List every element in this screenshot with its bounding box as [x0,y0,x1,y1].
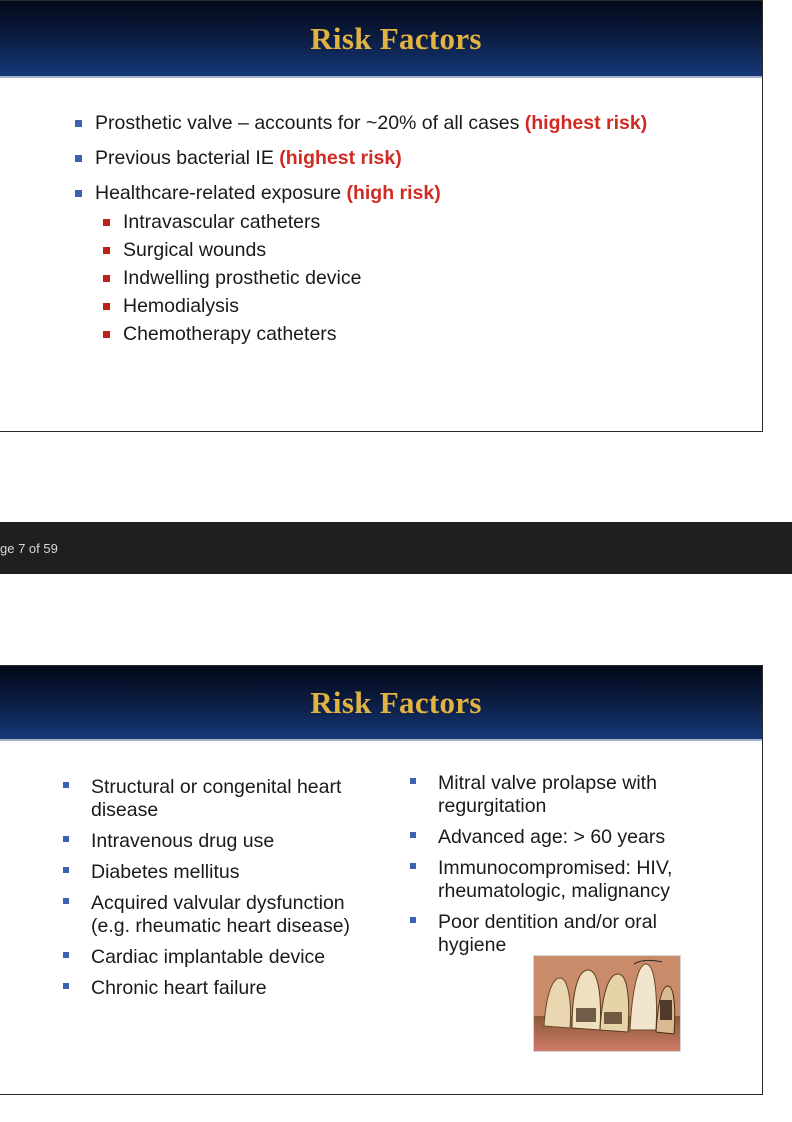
bullet-text: Poor dentition and/or oral hygiene [438,911,657,956]
bullet-item [63,861,383,884]
slide-2-left-bullet-list [63,776,383,1008]
square-bullet-icon [410,863,416,869]
page-indicator: ge 7 of 59 [0,541,58,556]
sub-bullet-text: Indwelling prosthetic device [123,267,362,289]
bullet-item [410,826,710,849]
square-bullet-icon [63,952,69,958]
bullet-text: Prosthetic valve – accounts for ~20% of all cases [95,112,525,134]
bullet-item [75,147,715,170]
sub-bullet-text: Chemotherapy catheters [123,323,337,345]
square-bullet-icon [75,155,82,162]
sub-bullet-item [103,239,715,262]
bullet-item [410,772,710,818]
bullet-text: Immunocompromised: HIV, rheumatologic, malignancy [438,857,673,902]
bullet-text: Structural or congenital heart disease [91,776,342,821]
bullet-item [63,946,383,969]
bullet-text: Advanced age: > 60 years [438,826,666,848]
bullet-text: Intravenous drug use [91,830,275,852]
square-bullet-icon [63,898,69,904]
risk-highlight: (highest risk) [279,147,402,169]
risk-highlight: (highest risk) [524,112,648,134]
square-bullet-icon [410,778,416,784]
square-bullet-icon [63,836,69,842]
bullet-item [63,892,383,938]
square-bullet-icon [103,219,110,226]
bullet-item [63,977,383,1000]
square-bullet-icon [63,983,69,989]
sub-bullet-text: Hemodialysis [123,295,239,317]
sub-bullet-item [103,323,715,346]
square-bullet-icon [103,303,110,310]
square-bullet-icon [75,120,82,127]
bullet-item [63,830,383,853]
sub-bullet-list [103,211,715,346]
square-bullet-icon [410,917,416,923]
sub-bullet-item [103,211,715,234]
square-bullet-icon [103,247,110,254]
bullet-text: Healthcare-related exposure [95,182,347,204]
slide-1-title-bar [0,1,762,78]
page-indicator-bar [0,522,792,574]
slide-2-right-bullet-list [410,772,710,965]
bullet-item [410,911,710,957]
dental-photo [533,955,681,1052]
bullet-text: Acquired valvular dysfunction (e.g. rheumatic heart disease) [91,892,351,937]
bullet-item [75,182,715,346]
sub-bullet-item [103,295,715,318]
slide-1-title: Risk Factors [310,20,482,56]
slide-1-bullet-list [75,112,715,358]
square-bullet-icon [63,782,69,788]
bullet-text: Previous bacterial IE [95,147,280,169]
bullet-text: Diabetes mellitus [91,861,240,883]
square-bullet-icon [103,331,110,338]
teeth-illustration-icon [534,956,680,1051]
square-bullet-icon [410,832,416,838]
square-bullet-icon [75,190,82,197]
sub-bullet-item [103,267,715,290]
slide-2-title-bar [0,666,762,741]
bullet-item [63,776,383,822]
sub-bullet-text: Surgical wounds [123,239,267,261]
bullet-text: Mitral valve prolapse with regurgitation [438,772,657,817]
square-bullet-icon [63,867,69,873]
slide-2-title: Risk Factors [310,684,482,720]
bullet-text: Chronic heart failure [91,977,267,999]
bullet-item [410,857,710,903]
square-bullet-icon [103,275,110,282]
bullet-text: Cardiac implantable device [91,946,326,968]
bullet-item [75,112,715,135]
risk-highlight: (high risk) [346,182,441,204]
sub-bullet-text: Intravascular catheters [123,211,321,233]
